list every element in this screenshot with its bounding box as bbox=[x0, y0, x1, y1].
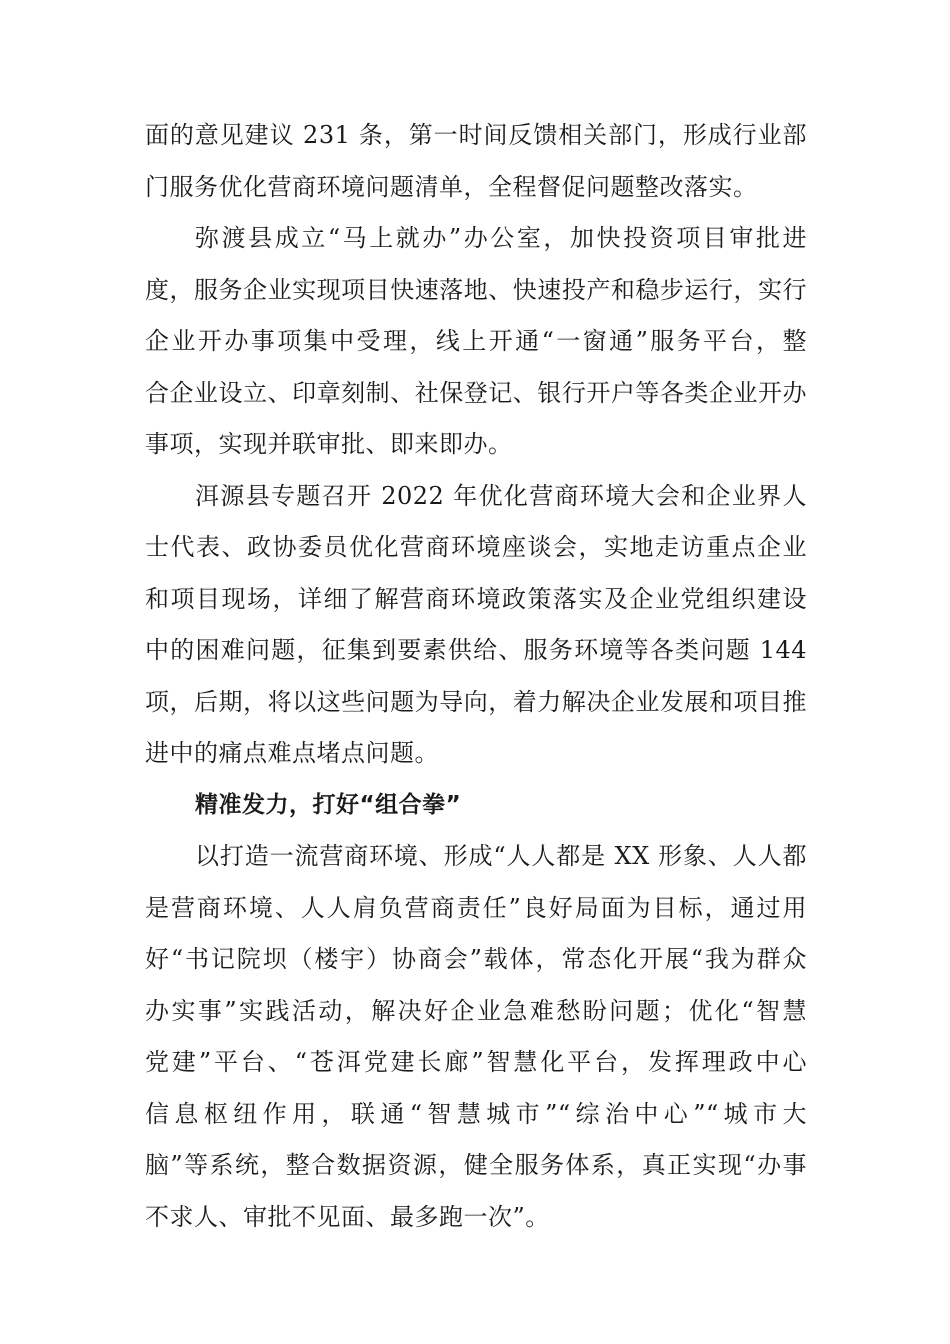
text-line: 以打造一流营商环境、形成“人人都是 XX 形象、人人都 bbox=[195, 842, 807, 870]
paragraph-4 bbox=[145, 831, 807, 1243]
text-line: 脑”等系统，整合数据资源，健全服务体系，真正实现“办事 bbox=[145, 1151, 807, 1179]
text-line: 企业开办事项集中受理，线上开通“一窗通”服务平台，整 bbox=[145, 327, 807, 355]
paragraph-1 bbox=[145, 110, 807, 213]
section-heading: 精准发力，打好“组合拳” bbox=[195, 791, 462, 818]
text-line: 项，后期，将以这些问题为导向，着力解决企业发展和项目推 bbox=[145, 687, 807, 716]
text-line: 进中的痛点难点堵点问题。 bbox=[145, 739, 439, 767]
text-line: 事项，实现并联审批、即来即办。 bbox=[145, 430, 513, 458]
text-line: 面的意见建议 231 条，第一时间反馈相关部门，形成行业部 bbox=[145, 121, 807, 149]
text-line: 和项目现场，详细了解营商环境政策落实及企业党组织建设 bbox=[145, 584, 807, 613]
text-line: 党建”平台、“苍洱党建长廊”智慧化平台，发挥理政中心 bbox=[145, 1048, 807, 1076]
text-line: 士代表、政协委员优化营商环境座谈会，实地走访重点企业 bbox=[145, 533, 807, 561]
text-line: 是营商环境、人人肩负营商责任”良好局面为目标，通过用 bbox=[145, 893, 807, 922]
text-line: 中的困难问题，征集到要素供给、服务环境等各类问题 144 bbox=[145, 636, 807, 664]
text-line: 信息枢纽作用，联通“智慧城市”“综治中心”“城市大 bbox=[145, 1099, 807, 1128]
document-body bbox=[145, 110, 807, 1243]
text-line: 弥渡县成立“马上就办”办公室，加快投资项目审批进 bbox=[195, 224, 807, 252]
text-line: 办实事”实践活动，解决好企业急难愁盼问题；优化“智慧 bbox=[145, 996, 807, 1025]
text-line: 度，服务企业实现项目快速落地、快速投产和稳步运行，实行 bbox=[145, 275, 807, 304]
text-line: 洱源县专题召开 2022 年优化营商环境大会和企业界人 bbox=[195, 481, 807, 510]
text-line: 不求人、审批不见面、最多跑一次”。 bbox=[145, 1202, 550, 1231]
paragraph-2 bbox=[145, 213, 807, 471]
text-line: 合企业设立、印章刻制、社保登记、银行开户等各类企业开办 bbox=[145, 378, 807, 407]
text-line: 门服务优化营商环境问题清单，全程督促问题整改落实。 bbox=[145, 172, 758, 201]
text-line: 好“书记院坝（楼宇）协商会”载体，常态化开展“我为群众 bbox=[145, 945, 807, 973]
paragraph-3 bbox=[145, 471, 807, 780]
